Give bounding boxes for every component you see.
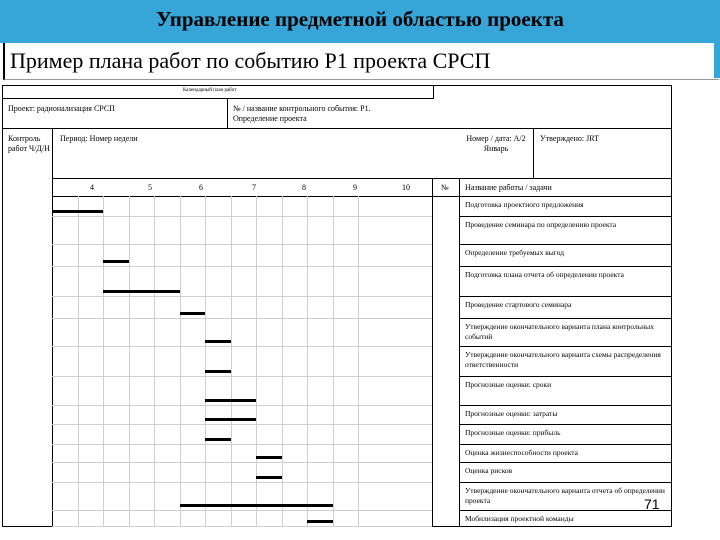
task-row-border	[459, 510, 671, 511]
task-name: Утверждение окончательного варианта отчета об определении проекта	[465, 486, 665, 505]
slide-subtitle: Пример плана работ по событию Р1 проекта СРСП	[10, 48, 491, 73]
row-separator	[52, 216, 432, 217]
period-label: Период: Номер недели	[60, 134, 138, 143]
week-9: 9	[353, 183, 357, 192]
gantt-bar	[205, 340, 231, 343]
row-separator	[52, 510, 432, 511]
page-number: 71	[644, 496, 660, 512]
task-row-border	[459, 296, 671, 297]
week-10: 10	[402, 183, 410, 192]
task-name: Мобилизация проектной команды	[465, 514, 574, 523]
task-name: Проведение семинара по определению проекта	[465, 220, 617, 229]
task-row-border	[459, 318, 671, 319]
gantt-bar	[205, 399, 256, 402]
row-separator	[52, 526, 432, 527]
task-row-border	[459, 526, 671, 527]
approved-label: Утверждено: JRT	[540, 134, 599, 143]
task-column-header: Название работы / задачи	[465, 183, 552, 192]
gantt-bar	[180, 312, 206, 315]
milestone-label: № / название контрольного события: Р1. Определение проекта	[233, 104, 371, 123]
task-row-border	[459, 482, 671, 483]
grid-line	[103, 196, 104, 526]
task-name: Оценка рисков	[465, 466, 513, 475]
gantt-bar	[103, 290, 180, 293]
row-separator	[52, 318, 432, 319]
task-name: Прогнозные оценки: прибыль	[465, 428, 561, 437]
row-separator	[52, 346, 432, 347]
task-name: Определение требуемых выгод	[465, 248, 565, 257]
task-name: Утверждение окончательного варианта плана контрольных событий	[465, 322, 654, 341]
row-separator	[52, 266, 432, 267]
grid-line	[333, 196, 334, 526]
task-row-border	[459, 444, 671, 445]
task-name: Утверждение окончательного варианта схемы распределения ответственности	[465, 350, 661, 369]
grid-line	[231, 196, 232, 526]
task-row-border	[459, 266, 671, 267]
control-label: Контроль работ Ч/Д/Н	[8, 134, 50, 153]
task-row-border	[459, 244, 671, 245]
gantt-bar	[103, 260, 129, 263]
grid-line	[307, 196, 308, 526]
gantt-bar	[307, 520, 333, 523]
row-separator	[52, 244, 432, 245]
number-date-label: Номер / дата: А/2 Январь	[466, 134, 526, 153]
project-label: Проект: радионализация СРСП	[8, 104, 115, 113]
row-separator	[52, 482, 432, 483]
row-separator	[52, 405, 432, 406]
task-row-border	[459, 405, 671, 406]
task-row-border	[459, 424, 671, 425]
task-row-border	[459, 216, 671, 217]
task-row-border	[459, 462, 671, 463]
task-name: Прогнозные оценки: затраты	[465, 409, 558, 418]
gantt-bar	[52, 210, 103, 213]
gantt-bar	[205, 370, 231, 373]
grid-line	[129, 196, 130, 526]
grid-line	[358, 196, 359, 526]
gantt-bar	[256, 456, 282, 459]
row-separator	[52, 462, 432, 463]
task-name: Прогнозные оценки: сроки	[465, 380, 552, 389]
grid-line	[78, 196, 79, 526]
week-4: 4	[90, 183, 94, 192]
task-name: Проведение стартового семинара	[465, 300, 572, 309]
grid-line	[154, 196, 155, 526]
grid-line	[282, 196, 283, 526]
slide-title: Управление предметной областью проекта	[156, 7, 564, 31]
task-name: Оценка жизнеспособности проекта	[465, 448, 578, 457]
week-8: 8	[302, 183, 306, 192]
gantt-bar	[256, 476, 282, 479]
task-row-border	[459, 346, 671, 347]
row-separator	[52, 296, 432, 297]
row-separator	[52, 376, 432, 377]
week-7: 7	[252, 183, 256, 192]
task-row-border	[459, 376, 671, 377]
num-column-header: №	[441, 183, 449, 192]
gantt-bar	[205, 438, 231, 441]
row-separator	[52, 424, 432, 425]
week-5: 5	[148, 183, 152, 192]
week-6: 6	[199, 183, 203, 192]
task-name: Подготовка плана отчета об определении проекта	[465, 270, 624, 279]
gantt-bar	[180, 504, 333, 507]
table-caption: Календарный план работ	[183, 88, 237, 93]
gantt-bar	[205, 418, 256, 421]
grid-line	[180, 196, 181, 526]
accent-edge	[714, 43, 720, 78]
task-name: Подготовка проектного предложения	[465, 200, 584, 209]
row-separator	[52, 444, 432, 445]
grid-line	[205, 196, 206, 526]
